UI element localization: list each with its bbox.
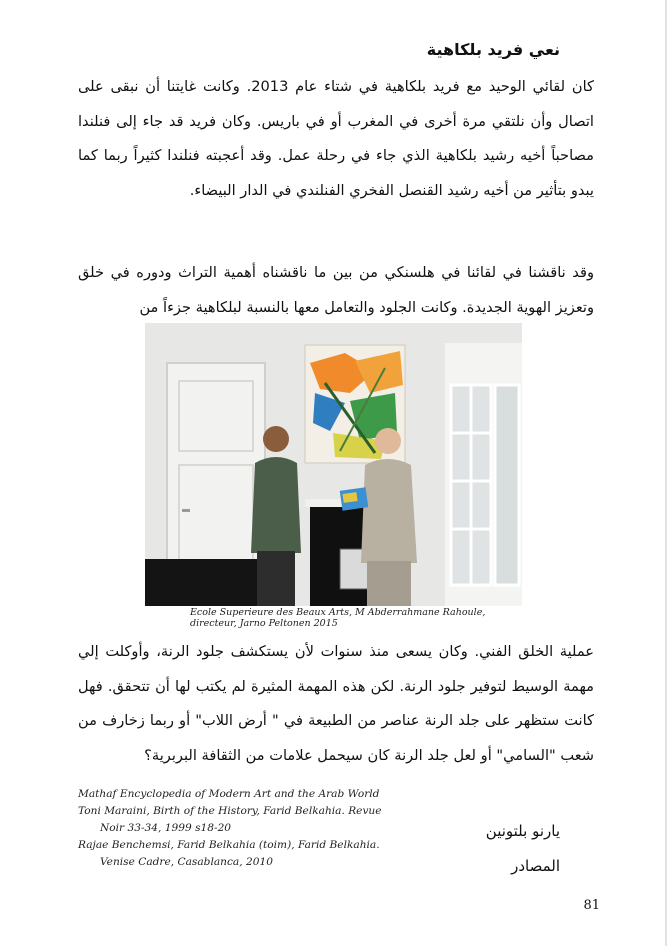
sources-list (78, 786, 388, 871)
source-item: Toni Maraini, Birth of the History, Farid Belkahia. Revue Noir 33-34, 1999 s18-20 (78, 805, 382, 834)
article-photo (145, 323, 522, 606)
caption-line-2: directeur, Jarno Peltonen 2015 (190, 618, 338, 629)
source-item: Mathaf Encyclopedia of Modern Art and the Arab World (78, 788, 380, 800)
article-title: نعي فريد بلكاهية (426, 40, 560, 59)
sources-heading: المصادر (511, 857, 560, 875)
caption-line-1: Ecole Superieure des Beaux Arts, M Abderrahmane Rahoule, (190, 607, 486, 618)
page-number: 81 (583, 898, 600, 913)
author-name: يارنو بلتونين (485, 822, 560, 840)
paragraph-1: كان لقائي الوحيد مع فريد بلكاهية في شتاء عام 2013. وكانت غايتنا أن نبقى على اتصال وأن نلتقي مرة أخرى في المغرب أو في باريس. وكان فريد قد جاء إلى فنلندا مصاحباً أخيه رشيد بلكاهية الذي جاء في رحلة عمل. وقد أعجبته فنلندا كثيراً ربما كما يبدو بتأثير من أخيه رشيد القنصل الفخري الفنلندي في الدار البيضاء. (78, 78, 594, 199)
photo-illustration (145, 323, 522, 606)
paragraph-2: وقد ناقشنا في لقائنا في هلسنكي من بين ما ناقشناه أهمية التراث ودوره في خلق وتعزيز الهوية الجديدة. وكانت الجلود والتعامل معها بالنسبة لبلكاهية جزءاً من (78, 264, 594, 316)
paragraph-3: عملية الخلق الفني. وكان يسعى منذ سنوات لأن يستكشف جلود الرنة، وأوكلت إلي مهمة الوسيط لتوفير جلود الرنة. لكن هذه المهمة المثيرة لم يكتب لها أن تتحقق. فهل كانت ستظهر على جلد الرنة عناصر من الطبيعة في " أرض اللاب" أو ربما زخارف من شعب "السامي" أو لعل جلد الرنة كان سيحمل علامات من الثقافة البربرية؟ (78, 643, 594, 764)
source-item: Rajae Benchemsi, Farid Belkahia (toim), Farid Belkahia. Venise Cadre, Casablanca, 2010 (78, 839, 380, 868)
photo-caption (190, 607, 490, 629)
